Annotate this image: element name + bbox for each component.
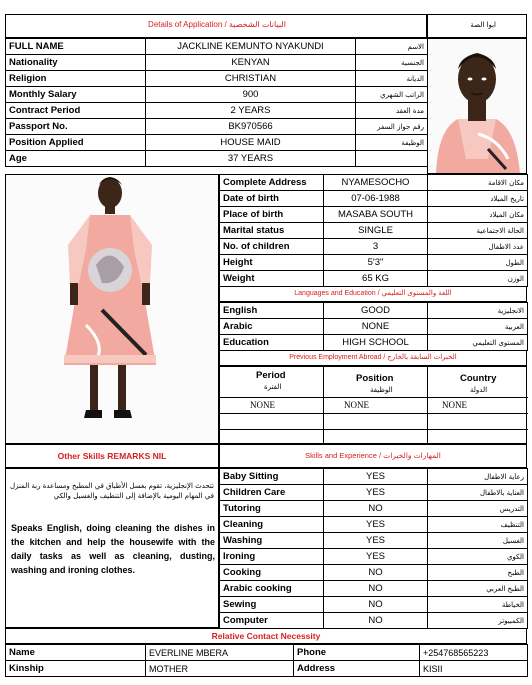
- skill-row-value: YES: [324, 533, 428, 549]
- skills-header: [219, 444, 527, 468]
- language-row-arabic: المستوى التعليمي: [428, 335, 528, 351]
- language-row-value: GOOD: [324, 303, 428, 319]
- other-skills-english: Speaks English, doing cleaning the dishes in the kitchen and help the housewife with the daily tasks as well as cleaning, dusting, washing and ironing clothes.: [11, 523, 215, 575]
- details-row: [220, 207, 528, 223]
- personal-row-arabic: [356, 151, 428, 167]
- skill-row-label: Computer: [220, 613, 324, 629]
- skill-row-label: Cleaning: [220, 517, 324, 533]
- personal-row: [6, 71, 428, 87]
- contact-kinship-label: Kinship: [6, 661, 146, 677]
- skill-row-label: Sewing: [220, 597, 324, 613]
- application-form: [5, 14, 527, 679]
- contact-table: [5, 644, 528, 677]
- full-body-image: [6, 175, 218, 443]
- skill-row-label: Ironing: [220, 549, 324, 565]
- other-skills-header: [5, 444, 219, 468]
- personal-row-value: 2 YEARS: [146, 103, 356, 119]
- personal-row-label: Position Applied: [6, 135, 146, 151]
- employment-row-divider-1: [220, 397, 528, 398]
- details-row-arabic: الطول: [428, 255, 528, 271]
- skill-row-value: NO: [324, 501, 428, 517]
- details-row-value: MASABA SOUTH: [324, 207, 428, 223]
- skill-row: [220, 613, 528, 629]
- personal-row-value: JACKLINE KEMUNTO NYAKUNDI: [146, 39, 356, 55]
- skills-title-ar: المهارات والخبرات: [383, 451, 441, 460]
- personal-row-arabic: الديانة: [356, 71, 428, 87]
- skills-table: [219, 468, 528, 629]
- skill-row-label: Tutoring: [220, 501, 324, 517]
- details-row-value: 3: [324, 239, 428, 255]
- contact-address-label: Address: [294, 661, 420, 677]
- skill-row: [220, 501, 528, 517]
- language-row-value: HIGH SCHOOL: [324, 335, 428, 351]
- personal-row-arabic: رقم جواز السفر: [356, 119, 428, 135]
- skill-row-arabic: الكوي: [428, 549, 528, 565]
- employment-row-divider-2: [220, 413, 528, 414]
- personal-row: [6, 87, 428, 103]
- employment-period-value: NONE: [250, 400, 275, 410]
- details-row-label: Complete Address: [220, 175, 324, 191]
- personal-row-label: Nationality: [6, 55, 146, 71]
- employment-table: [219, 366, 527, 444]
- skill-row-arabic: التنظيف: [428, 517, 528, 533]
- header-title-en: Details of Application /: [148, 20, 227, 29]
- photo-header-cell: [427, 14, 527, 38]
- personal-table: [5, 38, 428, 167]
- contact-kinship-value: MOTHER: [146, 661, 294, 677]
- skill-row-label: Baby Sitting: [220, 469, 324, 485]
- contact-title: Relative Contact Necessity: [211, 631, 321, 641]
- language-row-value: NONE: [324, 319, 428, 335]
- contact-name-value: EVERLINE MBERA: [146, 645, 294, 661]
- skill-row-label: Washing: [220, 533, 324, 549]
- employment-header: [219, 350, 527, 366]
- employment-position-value: NONE: [344, 400, 369, 410]
- skill-row: [220, 597, 528, 613]
- details-row-label: No. of children: [220, 239, 324, 255]
- language-row: [220, 319, 528, 335]
- employment-position-header-ar: الوظيفة: [370, 386, 393, 394]
- employment-title-ar: الخبرات السابقة بالخارج: [387, 354, 457, 361]
- language-row-arabic: العربية: [428, 319, 528, 335]
- employment-country-value: NONE: [442, 400, 467, 410]
- personal-row-label: Passport No.: [6, 119, 146, 135]
- header-title-ar: البيانات الشخصية: [229, 20, 286, 29]
- contact-name-label: Name: [6, 645, 146, 661]
- skill-row: [220, 565, 528, 581]
- employment-period-header: Period: [256, 370, 286, 381]
- details-row-label: Weight: [220, 271, 324, 287]
- details-row: [220, 255, 528, 271]
- skill-row-arabic: الخياطة: [428, 597, 528, 613]
- employment-period-header-ar: الفترة: [264, 383, 282, 391]
- personal-row-label: Contract Period: [6, 103, 146, 119]
- details-row-arabic: مكان الاقامة: [428, 175, 528, 191]
- details-row-value: 5'3": [324, 255, 428, 271]
- languages-table: [219, 302, 528, 351]
- details-row: [220, 175, 528, 191]
- personal-row-arabic: الوظيفة: [356, 135, 428, 151]
- skills-title: Skills and Experience /: [305, 451, 382, 460]
- personal-row-value: BK970566: [146, 119, 356, 135]
- skill-row-arabic: رعاية الاطفال: [428, 469, 528, 485]
- personal-row-value: 37 YEARS: [146, 151, 356, 167]
- personal-row-value: CHRISTIAN: [146, 71, 356, 87]
- details-row: [220, 271, 528, 287]
- contact-phone-label: Phone: [294, 645, 420, 661]
- skill-row: [220, 517, 528, 533]
- employment-position-header: Position: [356, 373, 394, 384]
- personal-row-arabic: الجنسية: [356, 55, 428, 71]
- details-row-label: Date of birth: [220, 191, 324, 207]
- skill-row-arabic: العناية بالاطفال: [428, 485, 528, 501]
- personal-row: [6, 151, 428, 167]
- personal-row-value: KENYAN: [146, 55, 356, 71]
- contact-row-kinship: [6, 661, 528, 677]
- personal-row-label: Age: [6, 151, 146, 167]
- details-row-arabic: الحالة الاجتماعية: [428, 223, 528, 239]
- skill-row-label: Arabic cooking: [220, 581, 324, 597]
- skill-row-arabic: الغسيل: [428, 533, 528, 549]
- personal-row-arabic: مدة العقد: [356, 103, 428, 119]
- other-skills-arabic: تتحدث الإنجليزية، تقوم بغسل الأطباق في المطبخ ومساعدة ربة المنزل في المهام اليومية بالإضافة إلى التنظيف والغسيل والكي: [10, 482, 214, 500]
- personal-row-value: HOUSE MAID: [146, 135, 356, 151]
- personal-row-label: FULL NAME: [6, 39, 146, 55]
- form-header: [5, 14, 427, 38]
- photo-header-ar: ابوا الصة: [470, 21, 496, 29]
- details-row-value: 65 KG: [324, 271, 428, 287]
- contact-row-name: [6, 645, 528, 661]
- skill-row-value: NO: [324, 613, 428, 629]
- employment-row-divider-3: [220, 429, 528, 430]
- details-row-label: Marital status: [220, 223, 324, 239]
- skill-row-arabic: الطبخ العربي: [428, 581, 528, 597]
- language-row: [220, 303, 528, 319]
- skill-row: [220, 581, 528, 597]
- full-body-photo: [5, 174, 219, 444]
- languages-title: Languages and Education: [294, 290, 376, 297]
- personal-row: [6, 103, 428, 119]
- skill-row-label: Cooking: [220, 565, 324, 581]
- personal-row-arabic: الاسم: [356, 39, 428, 55]
- language-row-label: Arabic: [220, 319, 324, 335]
- employment-country-header-ar: الدولة: [470, 386, 488, 394]
- details-row: [220, 223, 528, 239]
- details-row-arabic: تاريخ الميلاد: [428, 191, 528, 207]
- details-row-arabic: عدد الاطفال: [428, 239, 528, 255]
- details-row: [220, 239, 528, 255]
- skill-row-value: YES: [324, 485, 428, 501]
- details-row-value: 07-06-1988: [324, 191, 428, 207]
- headshot-image: [428, 39, 526, 173]
- personal-row: [6, 39, 428, 55]
- details-row-value: SINGLE: [324, 223, 428, 239]
- skill-row: [220, 485, 528, 501]
- skill-row-value: NO: [324, 581, 428, 597]
- details-row: [220, 191, 528, 207]
- personal-row: [6, 119, 428, 135]
- headshot-photo: [427, 38, 527, 174]
- language-row: [220, 335, 528, 351]
- header-title: [6, 20, 428, 29]
- skill-row: [220, 469, 528, 485]
- language-row-label: Education: [220, 335, 324, 351]
- personal-row-label: Monthly Salary: [6, 87, 146, 103]
- skill-row-value: NO: [324, 565, 428, 581]
- language-row-label: English: [220, 303, 324, 319]
- personal-row: [6, 55, 428, 71]
- skill-row: [220, 549, 528, 565]
- skill-row-value: YES: [324, 469, 428, 485]
- details-row-label: Place of birth: [220, 207, 324, 223]
- language-row-arabic: الانجليزية: [428, 303, 528, 319]
- skill-row: [220, 533, 528, 549]
- contact-address-value: KISII: [420, 661, 528, 677]
- employment-title: Previous Employment Abroad /: [289, 354, 386, 361]
- other-skills-body: [5, 468, 219, 628]
- skill-row-value: YES: [324, 517, 428, 533]
- personal-row-arabic: الراتب الشهري: [356, 87, 428, 103]
- details-row-value: NYAMESOCHO: [324, 175, 428, 191]
- personal-row-value: 900: [146, 87, 356, 103]
- details-row-label: Height: [220, 255, 324, 271]
- contact-phone-value: +254768565223: [420, 645, 528, 661]
- skill-row-value: NO: [324, 597, 428, 613]
- details-row-arabic: الوزن: [428, 271, 528, 287]
- languages-header: Languages and Education / اللغة والمستوى التعليمي: [219, 286, 527, 302]
- skill-row-value: YES: [324, 549, 428, 565]
- details-table: [219, 174, 528, 287]
- skill-row-label: Children Care: [220, 485, 324, 501]
- languages-title-ar: اللغة والمستوى التعليمي: [381, 290, 452, 297]
- skill-row-arabic: التدريس: [428, 501, 528, 517]
- details-row-arabic: مكان الميلاد: [428, 207, 528, 223]
- employment-country-header: Country: [460, 373, 497, 384]
- personal-row: [6, 135, 428, 151]
- other-skills-title: Other Skills REMARKS NIL: [57, 451, 167, 461]
- skill-row-arabic: الطبخ: [428, 565, 528, 581]
- contact-header: [5, 628, 527, 644]
- skill-row-arabic: الكمبيوتر: [428, 613, 528, 629]
- personal-row-label: Religion: [6, 71, 146, 87]
